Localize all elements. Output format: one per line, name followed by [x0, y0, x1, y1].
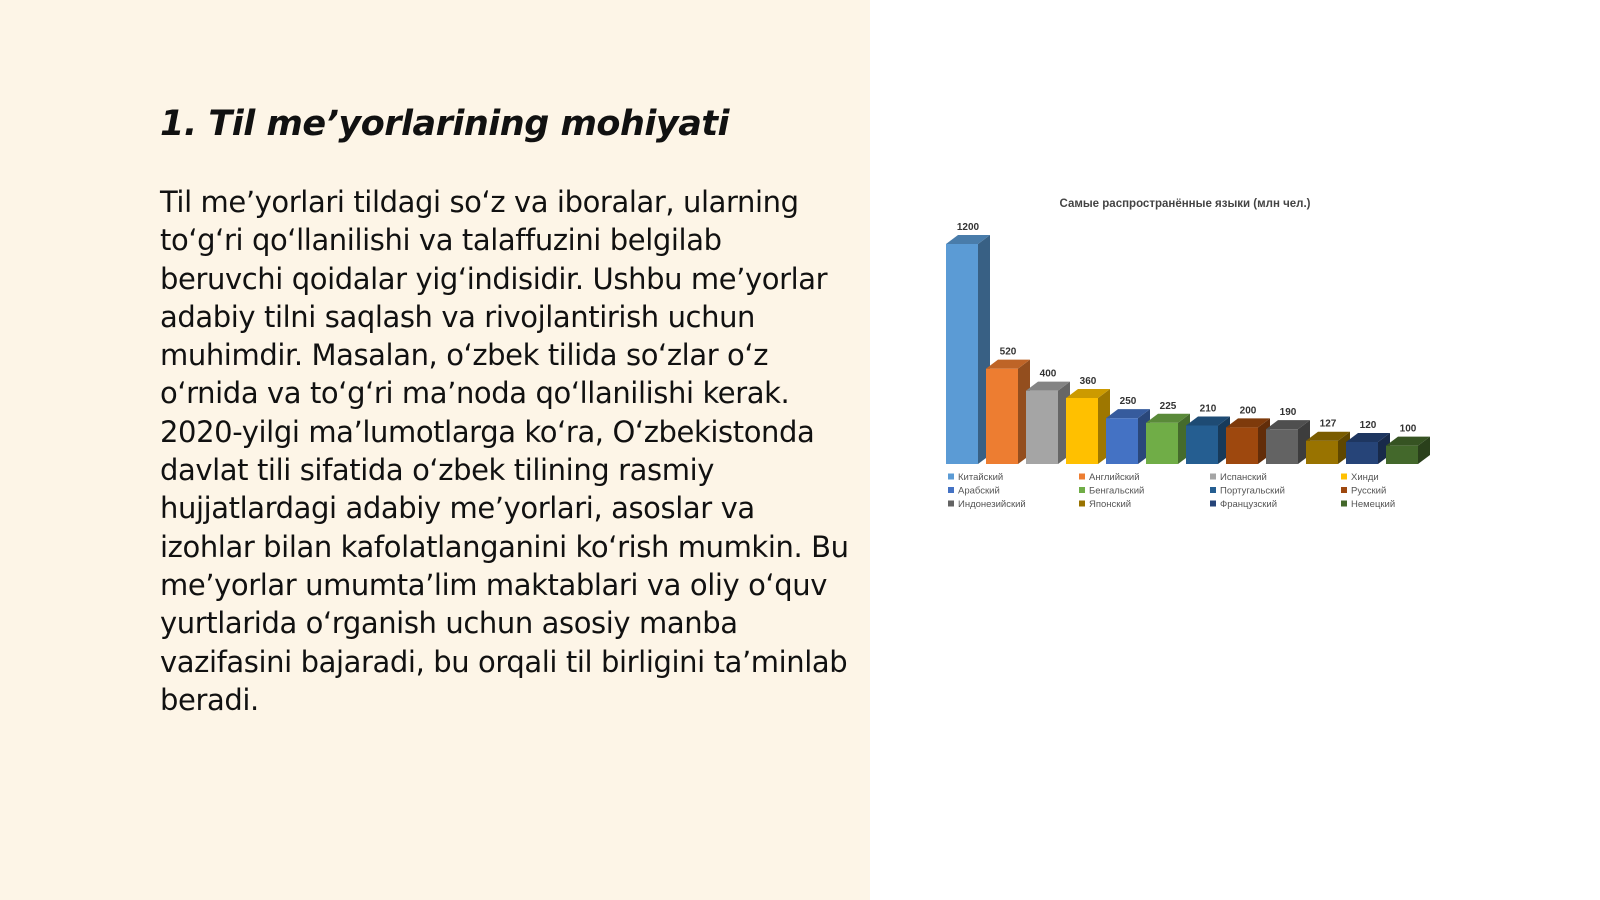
slide-body-text: Til me’yorlari tildagi so‘z va iboralar, ularning to‘g‘ri qo‘llanilishi va talaffuzini belgilab beruvchi qoidalar yig‘indisidir. Ushbu me’yorlar adabiy tilni saqlash va rivojlantirish uchun muhimdir. Masalan, o‘zbek tilida so‘zlar o‘z o‘rnida va to‘g‘ri ma’noda qo‘llanilishi kerak. 2020-yilgi ma’lumotlarga ko‘ra, O‘zbekistonda davlat tili sifatida o‘zbek tilining rasmiy hujjatlardagi adabiy me’yorlari, asoslar va izohlar bilan kafolatlanganini ko‘rish mumkin. Bu me’yorlar umumta’lim maktablari va oliy o‘quv yurtlarida o‘rganish uchun asosiy manba vazifasini bajaradi, bu orqali til birligini ta’minlab beradi. — [160, 185, 849, 717]
legend-label: Арабский — [958, 485, 1000, 497]
legend-label: Португальский — [1220, 485, 1285, 497]
legend-label: Русский — [1351, 485, 1387, 497]
legend-item-9 — [948, 499, 1026, 510]
legend-label: Бенгальский — [1089, 485, 1145, 497]
bar-4 — [1066, 389, 1110, 464]
legend-item-6 — [1079, 486, 1144, 497]
legend-item-1 — [948, 472, 1003, 483]
legend-item-7 — [1210, 486, 1285, 497]
legend-item-2 — [1079, 472, 1140, 483]
data-label-7: 210 — [1199, 403, 1217, 415]
data-label-2: 520 — [999, 346, 1017, 358]
legend-label: Немецкий — [1351, 499, 1396, 510]
bar-6 — [1146, 414, 1190, 464]
legend-item-3 — [1210, 472, 1267, 483]
bar-8 — [1226, 418, 1270, 464]
chart-title: Самые распространённые языки (млн чел.) — [1059, 198, 1311, 210]
bar-5 — [1106, 409, 1150, 464]
bar-3 — [1026, 382, 1070, 464]
bar-7 — [1186, 417, 1230, 465]
legend-swatch — [948, 501, 954, 507]
legend-label: Хинди — [1351, 472, 1379, 483]
legend-label: Испанский — [1220, 472, 1267, 483]
legend-swatch — [948, 487, 954, 493]
legend-label: Японский — [1089, 499, 1132, 510]
bars-layer — [946, 235, 1430, 464]
legend-item-10 — [1079, 499, 1131, 510]
legend-swatch — [948, 474, 954, 480]
bar-10 — [1306, 432, 1350, 464]
legend-swatch — [1341, 487, 1347, 493]
data-label-1: 1200 — [956, 222, 980, 233]
legend-swatch — [1341, 501, 1347, 507]
chart-svg — [940, 190, 1460, 530]
bar-12 — [1386, 437, 1430, 464]
data-label-10: 127 — [1319, 418, 1337, 430]
legend-label: Индонезийский — [958, 499, 1026, 510]
legend-swatch — [1079, 501, 1085, 507]
data-label-8: 200 — [1239, 405, 1257, 417]
bar-9 — [1266, 420, 1310, 464]
legend-swatch — [1079, 487, 1085, 493]
legend-swatch — [1210, 487, 1216, 493]
data-label-5: 250 — [1119, 396, 1137, 408]
legend-item-8 — [1341, 486, 1386, 497]
data-label-12: 100 — [1399, 423, 1417, 435]
legend-swatch — [1079, 474, 1085, 480]
legend-swatch — [1210, 474, 1216, 480]
legend-label: Китайский — [958, 472, 1004, 483]
data-label-3: 400 — [1039, 368, 1057, 380]
data-label-4: 360 — [1079, 376, 1097, 387]
bar-11 — [1346, 433, 1390, 464]
chart-legend — [948, 472, 1395, 510]
legend-label: Французский — [1220, 499, 1277, 510]
legend-label: Английский — [1089, 472, 1140, 483]
bar-1 — [946, 235, 990, 464]
bar-2 — [986, 360, 1030, 464]
legend-item-4 — [1341, 472, 1379, 483]
legend-swatch — [1210, 501, 1216, 507]
legend-item-12 — [1341, 499, 1395, 510]
slide-title: 1. Til me’yorlarining mohiyati — [160, 104, 730, 144]
language-chart — [940, 190, 1460, 530]
legend-item-5 — [948, 486, 1000, 497]
data-label-11: 120 — [1359, 420, 1377, 431]
legend-item-11 — [1210, 499, 1277, 510]
legend-swatch — [1341, 474, 1347, 480]
data-label-6: 225 — [1159, 400, 1177, 412]
data-label-9: 190 — [1279, 407, 1297, 419]
